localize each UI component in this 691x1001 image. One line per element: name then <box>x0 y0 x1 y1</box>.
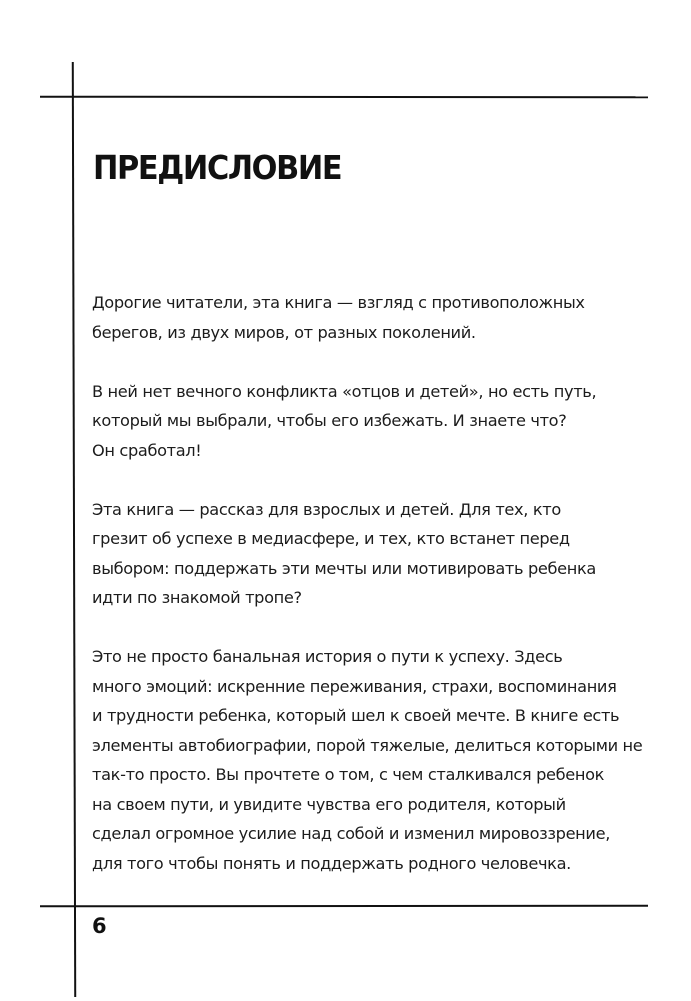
text-line: сделал огромное усилие над собой и изменил мировоззрение, <box>92 824 610 843</box>
text-line: грезит об успехе в медиасфере, и тех, кто встанет перед <box>92 529 570 548</box>
page-number: 6 <box>92 914 107 938</box>
text-line: Он сработал! <box>92 440 202 460</box>
body-text <box>92 288 643 908</box>
text-line: В ней нет вечного конфликта «отцов и детей», но есть путь, <box>92 381 597 401</box>
text-line: Дорогие читатели, эта книга — взгляд с противоположных <box>92 293 585 312</box>
text-line: берегов, из двух миров, от разных поколений. <box>92 322 476 342</box>
text-line: Эта книга — рассказ для взрослых и детей. Для тех, кто <box>92 499 561 519</box>
text-line: на своем пути, и увидите чувства его родителя, который <box>92 794 566 814</box>
chapter-title: ПРЕДИСЛОВИЕ <box>93 148 342 187</box>
text-line: для того чтобы понять и поддержать родного человечка. <box>92 853 571 873</box>
text-line: элементы автобиографии, порой тяжелые, делиться которыми не <box>92 735 643 755</box>
frame-top-line <box>40 96 648 99</box>
text-line: и трудности ребенка, который шел к своей мечте. В книге есть <box>92 706 620 725</box>
frame-vertical-line <box>72 62 76 997</box>
text-line: выбором: поддержать эти мечты или мотивировать ребенка <box>92 558 596 578</box>
text-line: так-то просто. Вы прочтете о том, с чем сталкивался ребенок <box>92 765 605 784</box>
paragraph-2 <box>92 377 612 466</box>
text-line: Это не просто банальная история о пути к успеху. Здесь <box>92 647 563 666</box>
text-line: идти по знакомой тропе? <box>92 588 302 607</box>
paragraph-4 <box>92 642 643 878</box>
text-line: который мы выбрали, чтобы его избежать. И знаете что? <box>92 411 567 430</box>
paragraph-1 <box>92 288 612 347</box>
text-line: много эмоций: искренние переживания, страхи, воспоминания <box>92 676 617 696</box>
paragraph-3 <box>92 495 612 613</box>
